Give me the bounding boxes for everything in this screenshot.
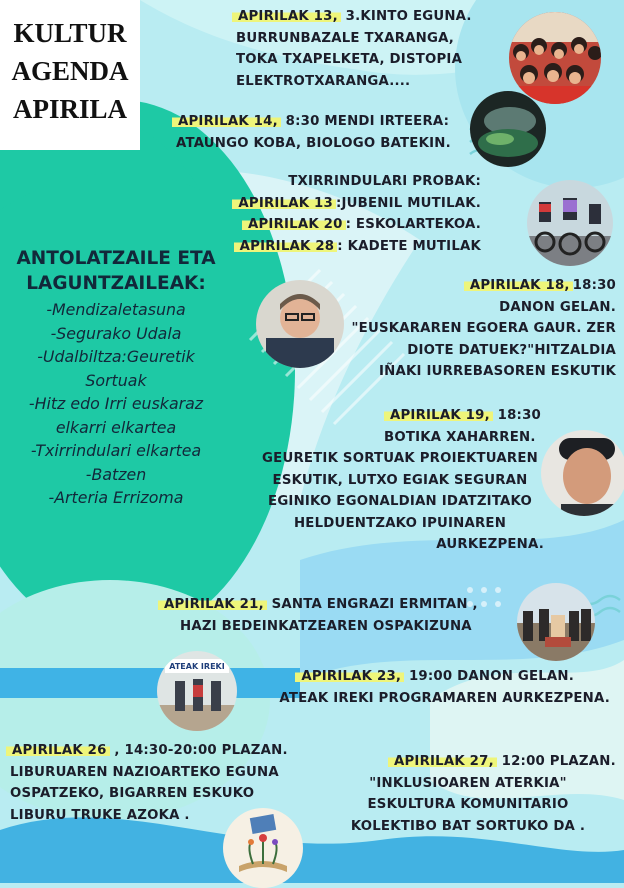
event-line: BOTIKA XAHARREN.: [384, 429, 536, 445]
event-line: AURKEZPENA.: [436, 537, 544, 552]
photo-crowd: [509, 12, 601, 104]
event-first-line: 12:00 PLAZAN.: [496, 754, 616, 769]
organizer-item: -Segurako Udala: [50, 323, 182, 343]
event-inklusioaren-aterkia: [344, 751, 620, 837]
event-text: :JUBENIL MUTILAK.: [335, 195, 481, 211]
event-line: DIOTE DATUEK?"HITZALDIA: [407, 342, 616, 358]
event-line: ESKUTIK, LUTXO EGIAK SEGURAN: [272, 472, 528, 488]
title-line-3: APIRILA: [12, 94, 127, 124]
organizer-item: -Arteria Errizoma: [48, 488, 184, 507]
event-line: "EUSKARAREN EGOERA GAUR. ZER: [351, 321, 616, 336]
title-box: [0, 0, 140, 150]
photo-writer-man: [541, 430, 624, 516]
organizer-item: elkarri elkartea: [55, 417, 177, 437]
event-ateak-ireki: [279, 666, 610, 709]
event-txirrindulari-probak: [232, 171, 481, 257]
ateak-ireki-sign: ATEAK IREKI: [169, 662, 225, 671]
organizer-item: Sortuak: [85, 370, 147, 390]
event-line: OSPATZEKO, BIGARREN ESKUKO: [10, 786, 255, 801]
event-hazi-bedeinkatzea: [158, 594, 478, 637]
photo-cave: [470, 91, 546, 167]
event-kinto-eguna: [232, 6, 472, 92]
photo-cyclists: [527, 180, 613, 266]
event-date: APIRILAK 13: [232, 196, 336, 211]
organizer-item: -Hitz edo Irri euskaraz: [28, 394, 204, 413]
event-date: APIRILAK 28: [234, 239, 338, 254]
title-line-1: KULTUR: [13, 18, 127, 48]
event-first-line: 3.KINTO EGUNA.: [340, 9, 472, 24]
event-date: APIRILAK 13,: [232, 9, 341, 24]
event-first-line: SANTA ENGRAZI ERMITAN ,: [266, 597, 478, 612]
event-date: APIRILAK 18,: [464, 278, 573, 293]
event-first-line: 19:00 DANON GELAN.: [404, 669, 574, 684]
organizer-item: -Txirrindulari elkartea: [30, 441, 202, 460]
photo-speaker-man: [256, 280, 344, 368]
event-line: ATEAK IREKI PROGRAMAREN AURKEZPENA.: [279, 690, 610, 706]
organizers-heading-1: ANTOLATZAILE ETA: [16, 248, 216, 269]
event-date: APIRILAK 21,: [158, 597, 267, 612]
event-text: : KADETE MUTILAK: [337, 238, 481, 254]
organizer-item: -Udalbiltza:Geuretik: [37, 347, 195, 366]
photo-books-drawing: [223, 808, 303, 888]
event-line: EGINIKO EGONALDIAN IDATZITAKO: [268, 494, 532, 509]
organizer-item: -Batzen: [85, 464, 147, 484]
organizers-heading-2: LAGUNTZAILEAK:: [26, 273, 206, 294]
event-date: APIRILAK 27,: [388, 754, 497, 769]
event-first-line: 8:30 MENDI IRTEERA:: [280, 114, 450, 129]
event-first-line: , 14:30-20:00 PLAZAN.: [109, 743, 288, 758]
event-line: HAZI BEDEINKATZEAREN OSPAKIZUNA: [180, 618, 472, 634]
title-line-2: AGENDA: [11, 56, 129, 86]
event-line: KOLEKTIBO BAT SORTUKO DA .: [350, 818, 586, 834]
event-line: ATAUNGO KOBA, BIOLOGO BATEKIN.: [176, 135, 451, 151]
event-ipuin-aurkezpena: [250, 405, 550, 556]
event-line: GEURETIK SORTUAK PROIEKTUAREN: [262, 451, 538, 466]
event-date: APIRILAK 19,: [384, 408, 493, 423]
event-line: TOKA TXAPELKETA, DISTOPIA: [236, 52, 463, 67]
event-text: : ESKOLARTEKOA.: [345, 217, 481, 232]
event-line: ESKULTURA KOMUNITARIO: [367, 797, 569, 812]
event-line: DANON GELAN.: [499, 299, 616, 315]
event-mendi-irteera: [172, 111, 451, 154]
event-date: APIRILAK 14,: [172, 114, 281, 129]
organizer-item: -Mendizaletasuna: [46, 300, 186, 319]
event-date: APIRILAK 26: [6, 743, 110, 758]
photo-ateak-ireki: [157, 651, 237, 731]
event-line: ELEKTROTXARANGA....: [236, 73, 411, 89]
event-line: HELDUENTZAKO IPUINAREN: [293, 515, 507, 531]
event-heading: TXIRRINDULARI PROBAK:: [288, 174, 481, 189]
photo-chapel-group: [517, 583, 595, 661]
event-first-line: 18:30: [572, 278, 616, 293]
event-hitzaldia: [352, 275, 616, 383]
event-first-line: 18:30: [492, 408, 541, 423]
event-date: APIRILAK 20: [242, 217, 346, 232]
event-line: BURRUNBAZALE TXARANGA,: [236, 30, 455, 46]
event-line: LIBURU TRUKE AZOKA .: [10, 807, 190, 823]
event-date: APIRILAK 23,: [295, 669, 404, 684]
event-line: "INKLUSIOAREN ATERKIA": [369, 775, 567, 791]
organizers-block: [0, 246, 232, 510]
event-line: IÑAKI IURREBASOREN ESKUTIK: [379, 364, 616, 379]
event-line: LIBURUAREN NAZIOARTEKO EGUNA: [10, 764, 279, 780]
